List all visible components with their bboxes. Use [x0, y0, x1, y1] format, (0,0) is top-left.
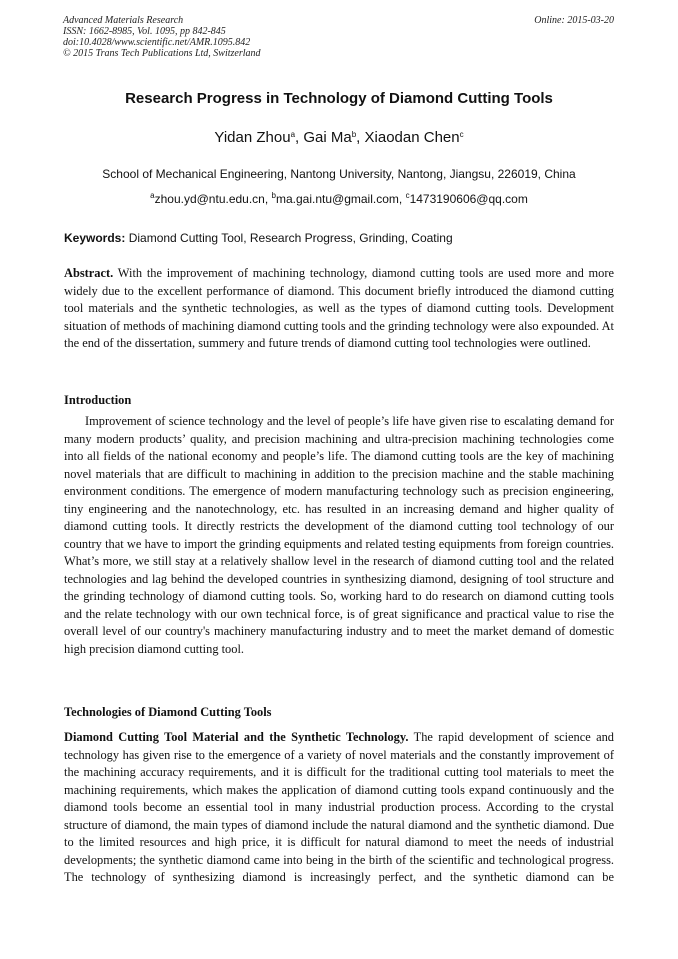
journal-name: Advanced Materials Research	[63, 15, 184, 26]
email-address[interactable]: zhou.yd@ntu.edu.cn	[154, 192, 265, 206]
keywords-text: Diamond Cutting Tool, Research Progress, Grinding, Coating	[128, 231, 453, 245]
abstract-label: Abstract.	[64, 266, 114, 280]
author-name: Yidan Zhou	[214, 129, 291, 146]
email-list: $^a$zhou.yd@ntu.edu.cn, $^b$ma.gai.ntu@gmail.com, $^c$1473190606@qq.com	[150, 191, 528, 206]
paper-title: Research Progress in Technology of Diamond Cutting Tools	[125, 90, 553, 107]
keywords	[64, 231, 614, 245]
email-mark: a	[150, 191, 155, 200]
email-mark: c	[405, 191, 410, 200]
author-mark: c	[459, 130, 464, 139]
email-mark: b	[271, 191, 276, 200]
online-date: Online: 2015-03-20	[534, 15, 614, 26]
author-name: Xiaodan Chen	[364, 129, 460, 146]
introduction-heading: Introduction	[64, 393, 132, 407]
technologies-text: The rapid development of science and technology has given rise to the emergence of a variety of novel materials and the constantly improvement of the machining accuracy requirements, and it is difficult for the traditional cutting tool materials to meet the machining requirements, which makes the application of diamond cutting tools expand continuously and the diamond tools become an essential tool in many industrial production process. According to the crystal structure of diamond, the main types of diamond include the natural diamond and the synthetic diamond. Due to the limited resources and high price, it is difficult for natural diamond to meet the needs of industrial developments; the synthetic diamond came into being in the birth of the scientific and technological progress. The technology of synthesizing diamond is increasingly perfect, and the synthetic diamond can be	[64, 730, 614, 884]
technologies-subheading: Diamond Cutting Tool Material and the Synthetic Technology.	[64, 730, 409, 744]
issn-line: ISSN: 1662-8985, Vol. 1095, pp 842-845	[63, 26, 226, 37]
author-mark: b	[351, 130, 357, 139]
technologies-paragraph	[64, 729, 614, 887]
email-address[interactable]: ma.gai.ntu@gmail.com	[275, 192, 399, 206]
copyright-line: © 2015 Trans Tech Publications Ltd, Switzerland	[63, 48, 261, 59]
abstract-text: With the improvement of machining technology, diamond cutting tools are used more and more widely due to the excellent performance of diamond. This document briefly introduced the diamond cutting tool materials and the synthetic technologies, as well as the types of diamond cutting tools. Development situation of methods of machining diamond cutting tools and the grinding technology were also expounded. At the end of the dissertation, summery and future trends of diamond cutting tool technologies were outlined.	[64, 266, 615, 350]
doi-line: doi:10.4028/www.scientific.net/AMR.1095.842	[63, 37, 251, 48]
keywords-label: Keywords:	[64, 231, 126, 245]
author-list: Yidan Zhou$^a$, Gai Ma$^b$, Xiaodan Chen$^c$	[214, 129, 464, 146]
abstract	[64, 265, 614, 353]
journal-header	[63, 15, 261, 59]
affiliation: School of Mechanical Engineering, Nantong University, Nantong, Jiangsu, 226019, China	[102, 167, 576, 181]
email-address[interactable]: 1473190606@qq.com	[409, 192, 528, 206]
author-mark: a	[290, 130, 296, 139]
author-name: Gai Ma	[303, 129, 352, 146]
introduction-paragraph: Improvement of science technology and the level of people’s life have given rise to escalating demand for many modern products’ quality, and precision machining and ultra-precision machining technologies come into all fields of the national economy and people’s life. The diamond cutting tools are the key of machining novel materials that are difficult to machining in addition to the precision machine and the stable machining environment conditions. The emergence of modern manufacturing technology such as precision engineering, tiny engineering and the nanotechnology, etc. has resulted in an increasing demand and higher quality of diamond cutting tools. It directly restricts the development of the diamond cutting tool technology of our country that we have to import the grinding equipments and related testing equipments from foreign countries. What’s more, we still stay at a relatively shallow level in the research of diamond cutting tool and the related technologies and lag behind the developed countries in synthesizing diamond, designing of tool structure and the grinding technology of diamond cutting tools. So, working hard to do research on diamond cutting tools and the relate technology with our own technical force, is of great significance and practical value to rise the overall level of our country's machinery manufacturing industry and to meet the market demand of domestic high precision diamond cutting tool.	[64, 414, 614, 656]
technologies-heading: Technologies of Diamond Cutting Tools	[64, 705, 272, 719]
